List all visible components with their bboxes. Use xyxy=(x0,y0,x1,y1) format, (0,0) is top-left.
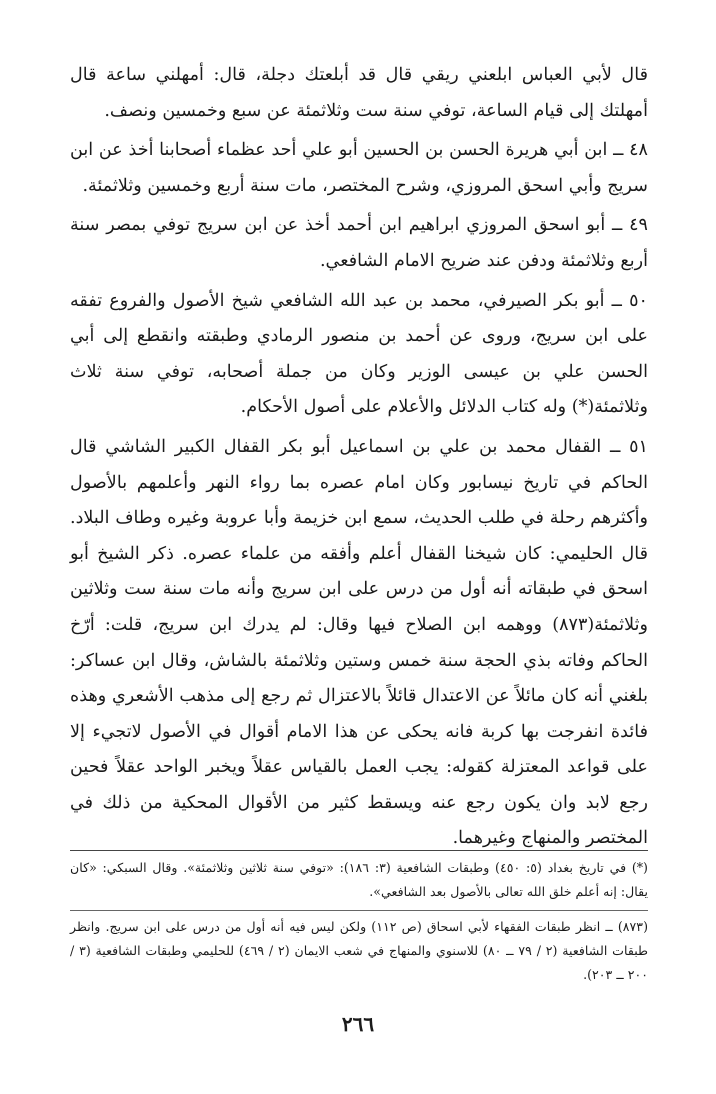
page-number: ٢٦٦ xyxy=(341,1012,375,1036)
main-text xyxy=(70,58,648,861)
paragraph-continuation: قال لأبي العباس ابلعني ريقي قال قد أبلعتك دجلة، قال: أمهلني ساعة قال أمهلتك إلى قيام الساعة، توفي سنة ست وثلاثمئة عن سبع وخمسين ونصف. xyxy=(70,65,648,121)
footnote-star: (*) في تاريخ بغداد (٥: ٤٥٠) وطبقات الشافعية (٣: ١٨٦): «توفي سنة ثلاثين وثلاثمئة». وقال السبكي: «كان يقال: إنه أعلم خلق الله تعالى بالأصول بعد الشافعي». xyxy=(70,860,648,899)
entry-51: ٥١ ــ القفال محمد بن علي بن اسماعيل أبو بكر القفال الكبير الشاشي قال الحاكم في تاريخ نيسابور وكان امام عصره بما رواء النهر وأعلمهم بالأصول وأكثرهم رحلة في طلب الحديث، سمع ابن خزيمة وأبا عروبة وغيره وطاف البلاد. قال الحليمي: كان شيخنا القفال أعلم وأفقه من علماء عصره. ذكر الشيخ أبو اسحق في طبقاته أنه أول من درس على ابن سريج وأنه مات سنة ست وثلاثين وثلاثمئة(٨٧٣) ووهمه ابن الصلاح فيها وقال: لم يدرك ابن سريج، قلت: أرّخ الحاكم وفاته بذي الحجة سنة خمس وستين وثلاثمئة بالشاش، وقال ابن عساكر: بلغني أنه كان مائلاً عن الاعتدال قائلاً بالاعتزال ثم رجع إلى مذهب الأشعري وهذه فائدة انفرجت بها كربة فانه يحكى عن هذا الامام أقوال في الأصول لاتجيء إلا على قواعد المعتزلة كقوله: يجب العمل بالقياس عقلاً ويخبر الواحد عقلاً فحين رجع لابد وان يكون رجع عنه ويسقط كثير من الأقوال المحكية من ذلك في المختصر والمنهاج وغيرهما. xyxy=(70,436,648,849)
footnote-divider xyxy=(70,850,648,851)
entry-49: ٤٩ ــ أبو اسحق المروزي ابراهيم ابن أحمد أخذ عن ابن سريج توفي بمصر سنة أربع وثلاثمئة ودفن عند ضريح الامام الشافعي. xyxy=(70,215,648,271)
entry-50: ٥٠ ــ أبو بكر الصيرفي، محمد بن عبد الله الشافعي شيخ الأصول والفروع تفقه على ابن سريج، وروى عن أحمد بن منصور الرمادي وطبقته وانقطع إلى أبي الحسن علي بن عيسى الوزير وكان من جملة أصحابه، توفي سنة ثلاث وثلاثمئة(*) وله كتاب الدلائل والأعلام على أصول الأحكام. xyxy=(70,290,648,418)
footnote-separator xyxy=(70,910,648,911)
entry-48: ٤٨ ــ ابن أبي هريرة الحسن بن الحسين أبو علي أحد عظماء أصحابنا أخذ عن ابن سريج وأبي اسحق المروزي، وشرح المختصر، مات سنة أربع وخمسين وثلاثمئة. xyxy=(70,140,648,196)
footnote-873: (٨٧٣) ــ انظر طبقات الفقهاء لأبي اسحاق (ص ١١٢) ولكن ليس فيه أنه أول من درس على ابن سريج. وانظر طبقات الشافعية (٢ / ٧٩ ــ ٨٠) للاسنوي والمنهاج في شعب الايمان (٢ / ٤٦٩) للحليمي وطبقات الشافعية (٣ / ٢٠٠ ــ ٢٠٣). xyxy=(70,919,649,982)
